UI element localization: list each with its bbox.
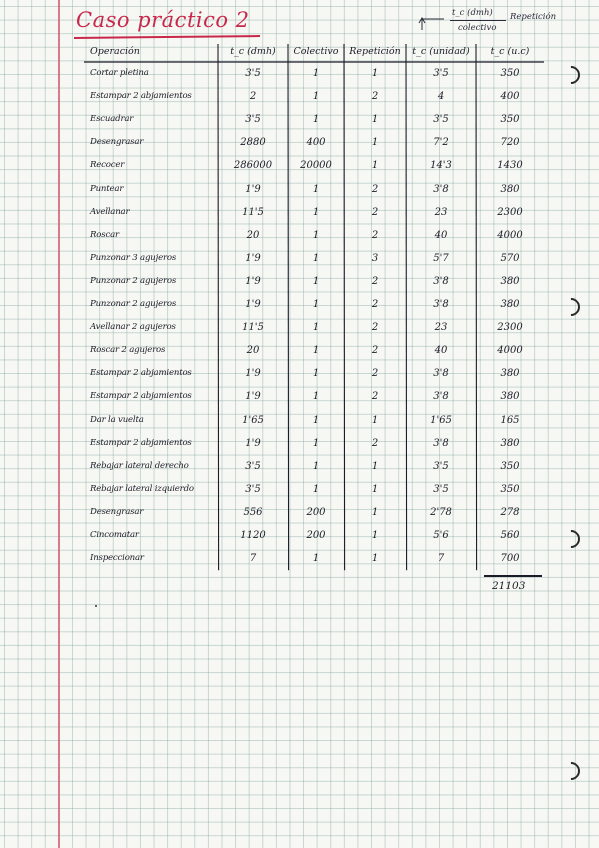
table-cell: 380 [500, 391, 520, 403]
operation-name: Cortar pletina [90, 68, 149, 78]
table-cell: 3'5 [433, 114, 449, 126]
notebook-margin-line [58, 0, 60, 848]
note-fraction-bar [450, 20, 506, 22]
table-cell: 400 [500, 91, 520, 103]
table-cell: 1 [371, 68, 379, 79]
table-cell: 2300 [497, 322, 523, 334]
table-cell: 20000 [300, 160, 332, 172]
table-cell: 2 [371, 229, 379, 241]
table-cell: 3'8 [433, 275, 449, 287]
table-cell: 3'8 [433, 437, 449, 449]
operation-name: Avellanar [90, 206, 130, 217]
table-cell: 1 [312, 368, 320, 380]
table-cell: 2880 [240, 137, 266, 149]
table-cell: 350 [500, 114, 520, 126]
operation-name: Roscar [90, 229, 119, 240]
table-cell: 560 [500, 530, 520, 541]
table-cell: 23 [434, 322, 448, 334]
table-cell: 4 [437, 91, 445, 103]
table-cell: 11'5 [242, 206, 264, 218]
operation-name: Cincomatar [90, 530, 139, 540]
table-cell: 1 [312, 322, 320, 334]
table-cell: 1 [312, 414, 320, 426]
table-cell: 3'5 [433, 483, 449, 495]
table-cell: 1 [371, 114, 379, 126]
table-cell: 286000 [233, 160, 273, 172]
column-header: t_c (unidad) [412, 46, 470, 57]
table-cell: 20 [246, 345, 260, 357]
sum-line [484, 575, 542, 577]
table-cell: 556 [243, 506, 263, 518]
table-cell: 3'5 [245, 483, 261, 495]
table-cell: 1 [371, 137, 379, 149]
note-bottom: colectivo [458, 23, 497, 33]
operation-name: Desengrasar [90, 506, 144, 517]
table-cell: 1 [312, 229, 320, 241]
table-cell: 380 [500, 437, 520, 449]
table-cell: 380 [500, 299, 520, 310]
table-cell: 1'9 [245, 391, 261, 403]
table-cell: 3'8 [433, 299, 449, 310]
table-cell: 3'8 [433, 391, 449, 403]
operation-name: Estampar 2 abjamientos [90, 368, 192, 379]
table-cell: 4000 [497, 229, 523, 241]
column-header: Repetición [349, 46, 401, 57]
table-cell: 200 [306, 530, 326, 541]
operation-name: Estampar 2 abjamientos [90, 437, 192, 448]
table-cell: 570 [500, 252, 520, 264]
total-value: 21103 [492, 580, 526, 592]
operation-name: Puntear [90, 183, 124, 194]
table-cell: 7 [437, 553, 445, 565]
operation-name: Punzonar 3 agujeros [90, 252, 177, 263]
table-cell: 2 [371, 391, 379, 403]
table-cell: 3'5 [245, 114, 261, 126]
table-cell: 2 [371, 183, 379, 195]
table-cell: 700 [500, 553, 520, 565]
table-cell: 3 [371, 252, 379, 264]
table-cell: 2'78 [430, 506, 452, 518]
table-cell: 2 [371, 299, 379, 310]
page-title: Caso práctico 2 [76, 8, 250, 32]
table-cell: 14'3 [430, 160, 452, 172]
table-cell: 3'5 [433, 460, 449, 472]
table-cell: 1'65 [242, 414, 264, 426]
table-cell: 2 [371, 322, 379, 334]
table-cell: 1 [312, 483, 320, 495]
table-cell: 1'9 [245, 368, 261, 380]
table-cell: 380 [500, 275, 520, 287]
binder-hole [558, 294, 583, 319]
operation-name: Estampar 2 abjamientos [90, 391, 192, 402]
table-cell: 1 [371, 530, 379, 541]
table-cell: 1 [371, 483, 379, 495]
note-arrow [418, 16, 448, 30]
table-cell: 5'6 [433, 530, 449, 541]
table-cell: 1 [312, 206, 320, 218]
table-cell: 1 [312, 91, 320, 103]
table-cell: 1 [312, 345, 320, 357]
table-cell: 1'9 [245, 275, 261, 287]
operation-name: Dar la vuelta [90, 414, 144, 425]
table-cell: 720 [500, 137, 520, 149]
table-cell: 1 [312, 460, 320, 472]
column-header: Operación [90, 46, 140, 57]
table-cell: 165 [500, 414, 520, 426]
table-cell: 3'8 [433, 368, 449, 380]
column-header: t_c (dmh) [230, 46, 276, 57]
table-cell: 1 [312, 252, 320, 264]
table-cell: 1'65 [430, 414, 452, 426]
table-cell: 400 [306, 137, 326, 149]
table-cell: 1 [312, 183, 320, 195]
table-cell: 278 [500, 506, 520, 518]
operation-name: Punzonar 2 agujeros [90, 275, 177, 286]
table-cell: 5'7 [433, 252, 449, 264]
table-cell: 2 [371, 275, 379, 287]
table-cell: 1 [312, 68, 320, 79]
operation-name: Inspeccionar [90, 553, 144, 564]
binder-hole [558, 526, 583, 551]
table-cell: 1'9 [245, 437, 261, 449]
operation-name: Recocer [90, 160, 125, 171]
table-cell: 40 [434, 345, 448, 357]
table-cell: 11'5 [242, 322, 264, 334]
pen-dot [95, 605, 97, 607]
operation-name: Escuadrar [90, 114, 134, 125]
note-right: Repetición [510, 12, 557, 22]
operation-name: Avellanar 2 agujeros [90, 322, 176, 333]
table-cell: 2 [371, 206, 379, 218]
table-cell: 1'9 [245, 299, 261, 310]
table-cell: 1 [371, 506, 379, 518]
table-cell: 1'9 [245, 252, 261, 264]
table-cell: 2 [371, 437, 379, 449]
table-cell: 7'2 [433, 137, 449, 149]
table-cell: 1'9 [245, 183, 261, 195]
table-cell: 20 [246, 229, 260, 241]
operation-name: Roscar 2 agujeros [90, 345, 166, 356]
table-cell: 1 [312, 275, 320, 287]
table-cell: 1 [312, 553, 320, 565]
title-underline [74, 35, 260, 39]
table-cell: 3'8 [433, 183, 449, 195]
column-header: Colectivo [293, 46, 339, 57]
table-cell: 3'5 [245, 460, 261, 472]
table-cell: 1 [371, 553, 379, 565]
table-cell: 2 [371, 368, 379, 380]
operation-name: Estampar 2 abjamientos [90, 91, 192, 102]
table-cell: 40 [434, 229, 448, 241]
operation-name: Rebajar lateral izquierdo [90, 483, 194, 494]
table-cell: 2 [371, 345, 379, 357]
table-cell: 1 [312, 437, 320, 449]
table-cell: 23 [434, 206, 448, 218]
table-cell: 1 [312, 114, 320, 126]
binder-hole [558, 758, 583, 783]
table-cell: 1 [312, 391, 320, 403]
column-header: t_c (u.c) [490, 46, 530, 57]
operation-name: Desengrasar [90, 137, 144, 148]
table-cell: 350 [500, 483, 520, 495]
table-cell: 200 [306, 506, 326, 518]
table-cell: 1 [371, 460, 379, 472]
table-cell: 4000 [497, 345, 523, 357]
table-cell: 3'5 [433, 68, 449, 79]
table-cell: 2 [371, 91, 379, 103]
table-cell: 1 [371, 414, 379, 426]
table-cell: 350 [500, 460, 520, 472]
table-cell: 1 [312, 299, 320, 310]
binder-hole [558, 62, 583, 87]
table-cell: 380 [500, 183, 520, 195]
table-cell: 1 [371, 160, 379, 172]
table-cell: 350 [500, 68, 520, 79]
table-cell: 1430 [497, 160, 523, 172]
table-cell: 380 [500, 368, 520, 380]
table-cell: 3'5 [245, 68, 261, 79]
note-top: t_c (dmh) [452, 8, 493, 18]
table-cell: 2300 [497, 206, 523, 218]
table-cell: 1120 [240, 530, 266, 541]
table-cell: 2 [249, 91, 257, 103]
table-cell: 7 [249, 553, 257, 565]
operation-name: Rebajar lateral derecho [90, 460, 189, 471]
operation-name: Punzonar 2 agujeros [90, 299, 177, 309]
